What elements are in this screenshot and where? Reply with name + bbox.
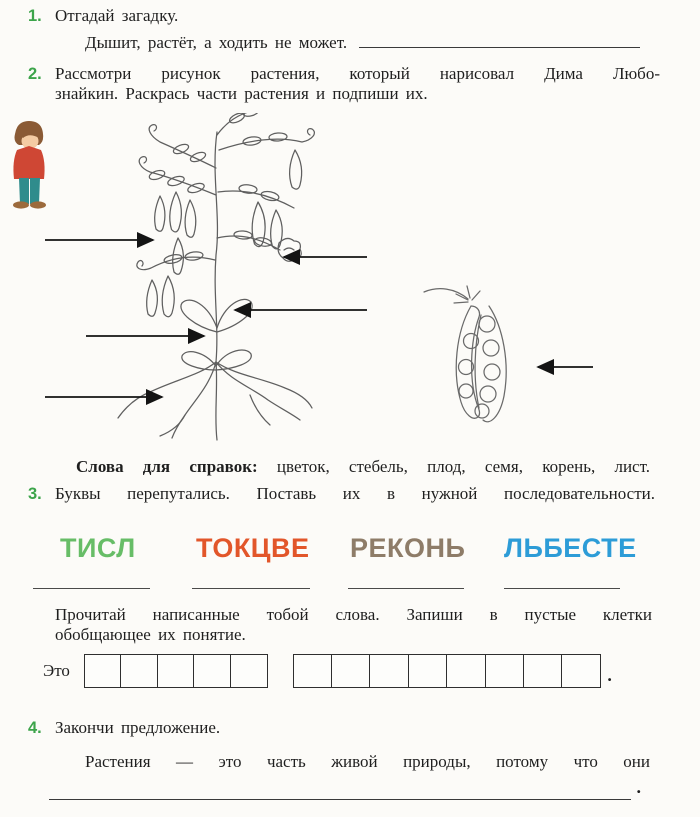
task3-number: 3.: [28, 485, 42, 503]
eto-label: Это: [43, 661, 70, 680]
plant-figure: [0, 113, 700, 455]
task4-header: [28, 718, 220, 738]
word-answer-blank[interactable]: [33, 588, 150, 589]
task3-title: Буквы перепутались. Поставь их в нужной последовательности.: [55, 484, 655, 503]
riddle-text: Дышит, растёт, а ходить не может.: [85, 33, 348, 52]
words-reference-label: Слова для справок:: [76, 457, 258, 476]
task2-header: [28, 64, 660, 104]
prompt-line2: обобщающее их понятие.: [55, 625, 246, 645]
answer-cell[interactable]: [408, 654, 448, 688]
task4-sentence: Растения — это часть живой природы, потому что они: [85, 752, 650, 771]
answer-cell[interactable]: [523, 654, 563, 688]
pea-pod-drawing: [424, 286, 506, 422]
answer-cell[interactable]: [561, 654, 601, 688]
boy-illustration: [13, 121, 46, 209]
scrambled-word-stebel: ЛЬБЕСТЕ: [504, 533, 637, 563]
answer-cell[interactable]: [369, 654, 409, 688]
answer-cell[interactable]: [293, 654, 333, 688]
scrambled-word-tsvetok: ТОКЦВЕ: [196, 533, 310, 563]
letter-grid-2: [293, 654, 602, 688]
task2-number: 2.: [28, 65, 42, 83]
word-answer-blank[interactable]: [192, 588, 310, 589]
answer-blanks-row: [0, 588, 700, 592]
label-arrows: [45, 240, 593, 397]
prompt-line1: Прочитай написанные тобой слова. Запиши в пустые клетки: [55, 605, 652, 624]
riddle-answer-blank[interactable]: [359, 47, 640, 48]
words-reference-line: [76, 457, 650, 477]
task3-prompt: [55, 605, 652, 645]
task4-number: 4.: [28, 719, 42, 737]
task4-answer-blank[interactable]: [49, 785, 631, 800]
answer-cell[interactable]: [193, 654, 231, 688]
task3-header: [28, 484, 660, 504]
generalizing-answer-row: [43, 654, 612, 688]
scrambled-word-list: ТИСЛ: [60, 533, 136, 563]
task1-title: Отгадай загадку.: [55, 6, 179, 25]
task2-line2: знайкин. Раскрась части растения и подпиши их.: [55, 84, 428, 104]
task1-riddle-row: [85, 33, 640, 53]
words-reference-items: цветок, стебель, плод, семя, корень, лист.: [276, 457, 651, 476]
pea-plant-drawing: [118, 113, 314, 440]
answer-cell[interactable]: [331, 654, 371, 688]
letter-grid-1: [84, 654, 268, 688]
task2-text: [55, 64, 660, 104]
task1-header: [28, 6, 178, 26]
answer-cell[interactable]: [446, 654, 486, 688]
scrambled-words-row: [0, 533, 700, 567]
final-period: .: [636, 777, 641, 797]
answer-cell[interactable]: [485, 654, 525, 688]
task4-title: Закончи предложение.: [55, 718, 221, 737]
answer-cell[interactable]: [230, 654, 268, 688]
scrambled-word-koren: РЕКОНЬ: [350, 533, 466, 563]
task2-line1: Рассмотри рисунок растения, который нарисовал Дима Любо-: [55, 64, 660, 83]
task1-number: 1.: [28, 7, 42, 25]
word-answer-blank[interactable]: [504, 588, 620, 589]
answer-cell[interactable]: [157, 654, 195, 688]
task4-answer-row: [49, 777, 641, 800]
word-answer-blank[interactable]: [348, 588, 464, 589]
answer-cell[interactable]: [84, 654, 122, 688]
answer-cell[interactable]: [120, 654, 158, 688]
sentence-period: .: [607, 665, 612, 685]
